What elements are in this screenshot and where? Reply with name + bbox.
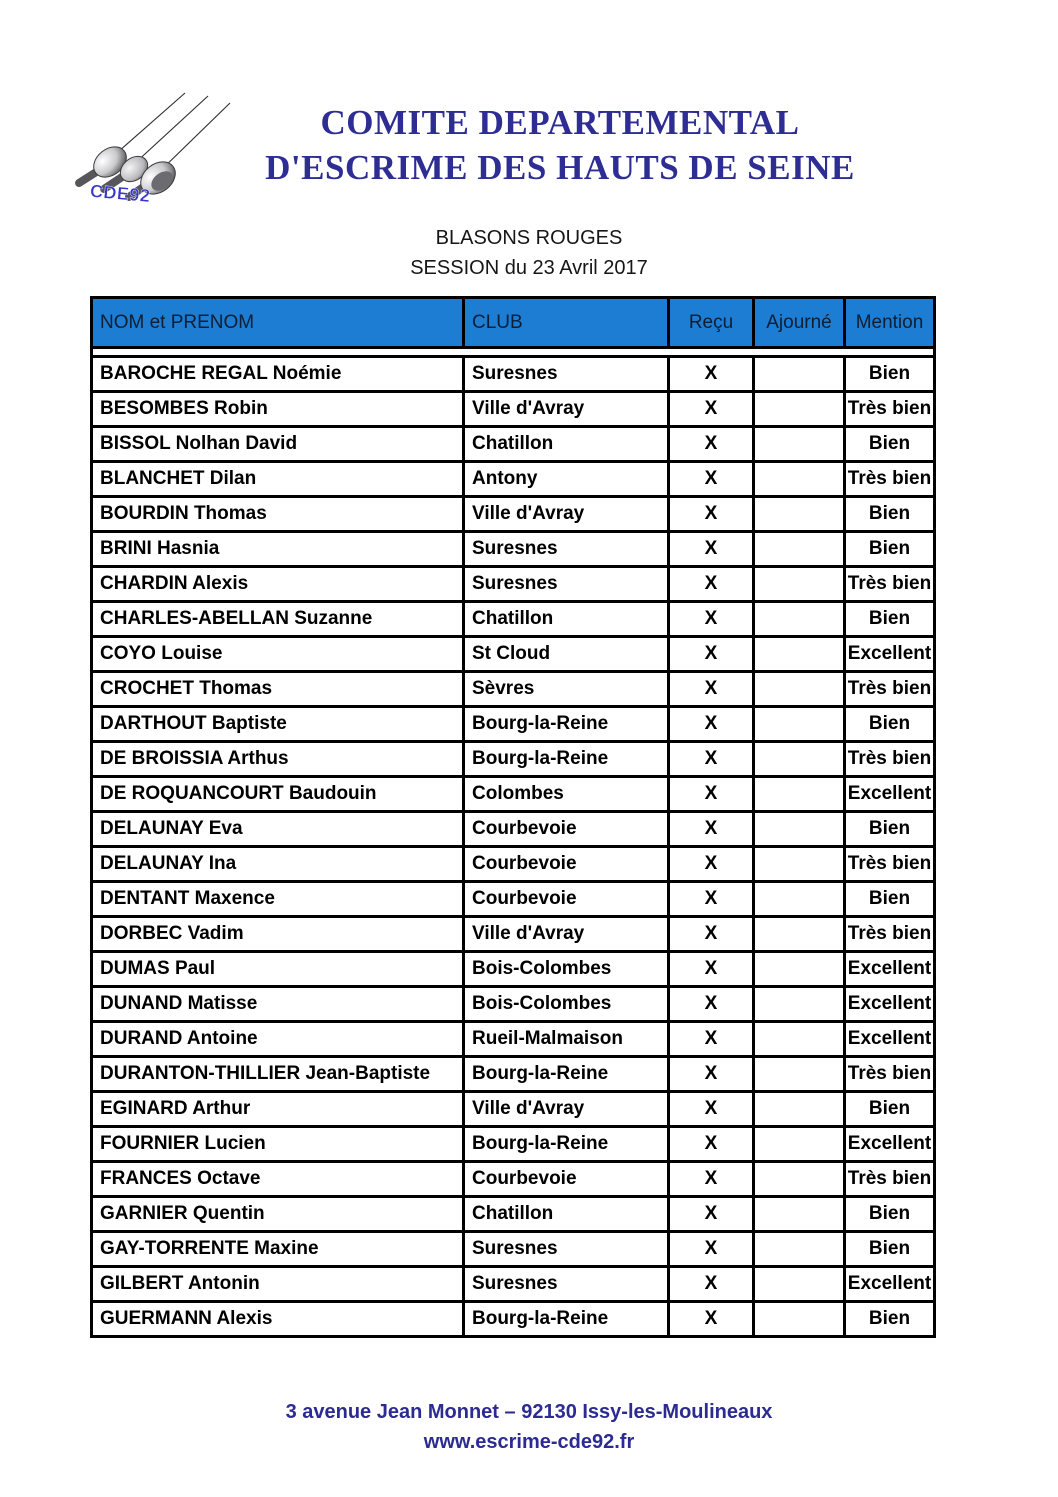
cell-mention: Excellent — [845, 952, 935, 987]
cell-ajourne — [754, 637, 845, 672]
cell-club: Suresnes — [464, 567, 669, 602]
cell-recu: X — [669, 1162, 754, 1197]
table-row — [92, 707, 935, 742]
cell-ajourne — [754, 1127, 845, 1162]
cell-club: Bourg-la-Reine — [464, 742, 669, 777]
table-row — [92, 987, 935, 1022]
cell-ajourne — [754, 847, 845, 882]
table-header-row — [92, 298, 935, 348]
cell-name: EGINARD Arthur — [92, 1092, 464, 1127]
cell-ajourne — [754, 952, 845, 987]
cell-name: BESOMBES Robin — [92, 392, 464, 427]
cell-name: GAY-TORRENTE Maxine — [92, 1232, 464, 1267]
column-header-mention: Mention — [845, 298, 935, 348]
cell-ajourne — [754, 567, 845, 602]
cell-ajourne — [754, 1057, 845, 1092]
cell-recu: X — [669, 357, 754, 392]
cell-name: DORBEC Vadim — [92, 917, 464, 952]
cell-name: GUERMANN Alexis — [92, 1302, 464, 1337]
logo-text: CDE92 — [89, 180, 152, 207]
cell-recu: X — [669, 567, 754, 602]
table-row — [92, 1092, 935, 1127]
cell-recu: X — [669, 392, 754, 427]
cell-mention: Bien — [845, 357, 935, 392]
table-row — [92, 392, 935, 427]
cell-club: Colombes — [464, 777, 669, 812]
cell-ajourne — [754, 532, 845, 567]
table-row — [92, 672, 935, 707]
cell-ajourne — [754, 1197, 845, 1232]
table-row — [92, 497, 935, 532]
cell-mention: Bien — [845, 882, 935, 917]
cell-mention: Très bien — [845, 917, 935, 952]
cell-club: Antony — [464, 462, 669, 497]
cell-mention: Bien — [845, 1197, 935, 1232]
cell-ajourne — [754, 392, 845, 427]
table-row — [92, 1127, 935, 1162]
cell-ajourne — [754, 1162, 845, 1197]
cell-recu: X — [669, 637, 754, 672]
cell-name: CHARLES-ABELLAN Suzanne — [92, 602, 464, 637]
cell-ajourne — [754, 1022, 845, 1057]
document-title — [160, 100, 960, 190]
cell-recu: X — [669, 532, 754, 567]
cell-club: Courbevoie — [464, 847, 669, 882]
table-row — [92, 742, 935, 777]
cell-name: DENTANT Maxence — [92, 882, 464, 917]
table-row — [92, 777, 935, 812]
cell-recu: X — [669, 497, 754, 532]
table-row — [92, 1162, 935, 1197]
cell-club: Suresnes — [464, 532, 669, 567]
results-table — [90, 296, 936, 1338]
cell-ajourne — [754, 917, 845, 952]
cell-ajourne — [754, 357, 845, 392]
cell-recu: X — [669, 952, 754, 987]
column-header-ajourne: Ajourné — [754, 298, 845, 348]
cell-mention: Excellent — [845, 1267, 935, 1302]
cell-recu: X — [669, 1092, 754, 1127]
cell-club: Ville d'Avray — [464, 497, 669, 532]
cell-recu: X — [669, 1267, 754, 1302]
cell-ajourne — [754, 672, 845, 707]
cell-recu: X — [669, 1057, 754, 1092]
cell-ajourne — [754, 882, 845, 917]
cell-recu: X — [669, 777, 754, 812]
table-row — [92, 1057, 935, 1092]
cell-club: Courbevoie — [464, 882, 669, 917]
cell-recu: X — [669, 1022, 754, 1057]
table-row — [92, 1267, 935, 1302]
table-row — [92, 847, 935, 882]
cell-mention: Excellent — [845, 1022, 935, 1057]
cell-mention: Excellent — [845, 1127, 935, 1162]
table-row — [92, 637, 935, 672]
cell-name: DE BROISSIA Arthus — [92, 742, 464, 777]
cell-ajourne — [754, 1267, 845, 1302]
cell-recu: X — [669, 847, 754, 882]
cell-mention: Bien — [845, 707, 935, 742]
cell-mention: Bien — [845, 427, 935, 462]
cell-recu: X — [669, 707, 754, 742]
cell-mention: Très bien — [845, 672, 935, 707]
table-row — [92, 1232, 935, 1267]
title-line-2: D'ESCRIME DES HAUTS DE SEINE — [265, 148, 855, 187]
cell-club: Bourg-la-Reine — [464, 1057, 669, 1092]
cell-mention: Très bien — [845, 847, 935, 882]
table-row — [92, 602, 935, 637]
cell-club: Chatillon — [464, 602, 669, 637]
cell-mention: Très bien — [845, 1057, 935, 1092]
cell-name: GILBERT Antonin — [92, 1267, 464, 1302]
cell-mention: Très bien — [845, 567, 935, 602]
footer — [0, 1397, 1058, 1457]
cell-name: DELAUNAY Eva — [92, 812, 464, 847]
cell-club: Suresnes — [464, 1267, 669, 1302]
cell-club: Courbevoie — [464, 1162, 669, 1197]
table-row — [92, 357, 935, 392]
cell-name: GARNIER Quentin — [92, 1197, 464, 1232]
cell-name: BLANCHET Dilan — [92, 462, 464, 497]
cell-mention: Bien — [845, 1092, 935, 1127]
cell-club: Bourg-la-Reine — [464, 1127, 669, 1162]
cell-ajourne — [754, 602, 845, 637]
cell-name: COYO Louise — [92, 637, 464, 672]
cell-club: Chatillon — [464, 427, 669, 462]
cell-mention: Bien — [845, 812, 935, 847]
table-row — [92, 882, 935, 917]
cell-mention: Très bien — [845, 1162, 935, 1197]
table-row — [92, 1197, 935, 1232]
cell-mention: Excellent — [845, 987, 935, 1022]
cell-club: Courbevoie — [464, 812, 669, 847]
cell-name: DE ROQUANCOURT Baudouin — [92, 777, 464, 812]
cell-ajourne — [754, 1302, 845, 1337]
cell-recu: X — [669, 672, 754, 707]
cell-recu: X — [669, 812, 754, 847]
cell-club: Bois-Colombes — [464, 952, 669, 987]
cell-ajourne — [754, 1232, 845, 1267]
table-row — [92, 952, 935, 987]
cell-ajourne — [754, 707, 845, 742]
table-row — [92, 812, 935, 847]
cell-recu: X — [669, 1232, 754, 1267]
table-row — [92, 917, 935, 952]
cell-recu: X — [669, 917, 754, 952]
cell-club: Rueil-Malmaison — [464, 1022, 669, 1057]
cell-ajourne — [754, 777, 845, 812]
table-row — [92, 427, 935, 462]
cell-ajourne — [754, 427, 845, 462]
cell-ajourne — [754, 812, 845, 847]
cell-name: CROCHET Thomas — [92, 672, 464, 707]
cell-mention: Bien — [845, 1232, 935, 1267]
cell-club: Chatillon — [464, 1197, 669, 1232]
cell-recu: X — [669, 1302, 754, 1337]
table-row — [92, 1022, 935, 1057]
cell-name: FOURNIER Lucien — [92, 1127, 464, 1162]
footer-website: www.escrime-cde92.fr — [423, 1431, 635, 1453]
table-row — [92, 532, 935, 567]
cell-club: Ville d'Avray — [464, 917, 669, 952]
cell-name: DURANTON-THILLIER Jean-Baptiste — [92, 1057, 464, 1092]
cell-name: DUMAS Paul — [92, 952, 464, 987]
table-row — [92, 567, 935, 602]
cell-name: DELAUNAY Ina — [92, 847, 464, 882]
cell-recu: X — [669, 1197, 754, 1232]
cell-name: BOURDIN Thomas — [92, 497, 464, 532]
cell-club: Bourg-la-Reine — [464, 1302, 669, 1337]
cell-mention: Excellent — [845, 777, 935, 812]
column-header-recu: Reçu — [669, 298, 754, 348]
column-header-nom: NOM et PRENOM — [92, 298, 464, 348]
cell-mention: Très bien — [845, 392, 935, 427]
cell-recu: X — [669, 602, 754, 637]
cell-recu: X — [669, 462, 754, 497]
cell-mention: Très bien — [845, 742, 935, 777]
subtitle-line-1: BLASONS ROUGES — [435, 227, 623, 249]
cell-name: DARTHOUT Baptiste — [92, 707, 464, 742]
cell-recu: X — [669, 742, 754, 777]
cell-club: Ville d'Avray — [464, 1092, 669, 1127]
column-header-club: CLUB — [464, 298, 669, 348]
cell-club: Sèvres — [464, 672, 669, 707]
cell-name: FRANCES Octave — [92, 1162, 464, 1197]
cell-recu: X — [669, 882, 754, 917]
cell-mention: Bien — [845, 1302, 935, 1337]
cell-mention: Très bien — [845, 462, 935, 497]
subtitle-line-2: SESSION du 23 Avril 2017 — [410, 257, 648, 279]
cell-ajourne — [754, 1092, 845, 1127]
cell-ajourne — [754, 497, 845, 532]
cell-name: BRINI Hasnia — [92, 532, 464, 567]
cell-club: Bourg-la-Reine — [464, 707, 669, 742]
cell-name: CHARDIN Alexis — [92, 567, 464, 602]
session-subtitle — [0, 223, 1058, 283]
cell-club: St Cloud — [464, 637, 669, 672]
cell-mention: Bien — [845, 602, 935, 637]
table-row — [92, 1302, 935, 1337]
cell-mention: Bien — [845, 532, 935, 567]
cell-name: DUNAND Matisse — [92, 987, 464, 1022]
cell-name: BISSOL Nolhan David — [92, 427, 464, 462]
cell-club: Ville d'Avray — [464, 392, 669, 427]
cell-club: Bois-Colombes — [464, 987, 669, 1022]
cell-mention: Excellent — [845, 637, 935, 672]
table-row — [92, 462, 935, 497]
cell-club: Suresnes — [464, 1232, 669, 1267]
results-table-body — [92, 357, 935, 1337]
cell-club: Suresnes — [464, 357, 669, 392]
cell-name: DURAND Antoine — [92, 1022, 464, 1057]
cell-recu: X — [669, 987, 754, 1022]
cell-ajourne — [754, 742, 845, 777]
title-line-1: COMITE DEPARTEMENTAL — [320, 103, 800, 142]
cell-name: BAROCHE REGAL Noémie — [92, 357, 464, 392]
cell-recu: X — [669, 1127, 754, 1162]
cell-recu: X — [669, 427, 754, 462]
cell-ajourne — [754, 462, 845, 497]
header-spacer — [92, 348, 935, 357]
footer-address: 3 avenue Jean Monnet – 92130 Issy-les-Moulineaux — [285, 1401, 773, 1423]
cell-ajourne — [754, 987, 845, 1022]
cell-mention: Bien — [845, 497, 935, 532]
